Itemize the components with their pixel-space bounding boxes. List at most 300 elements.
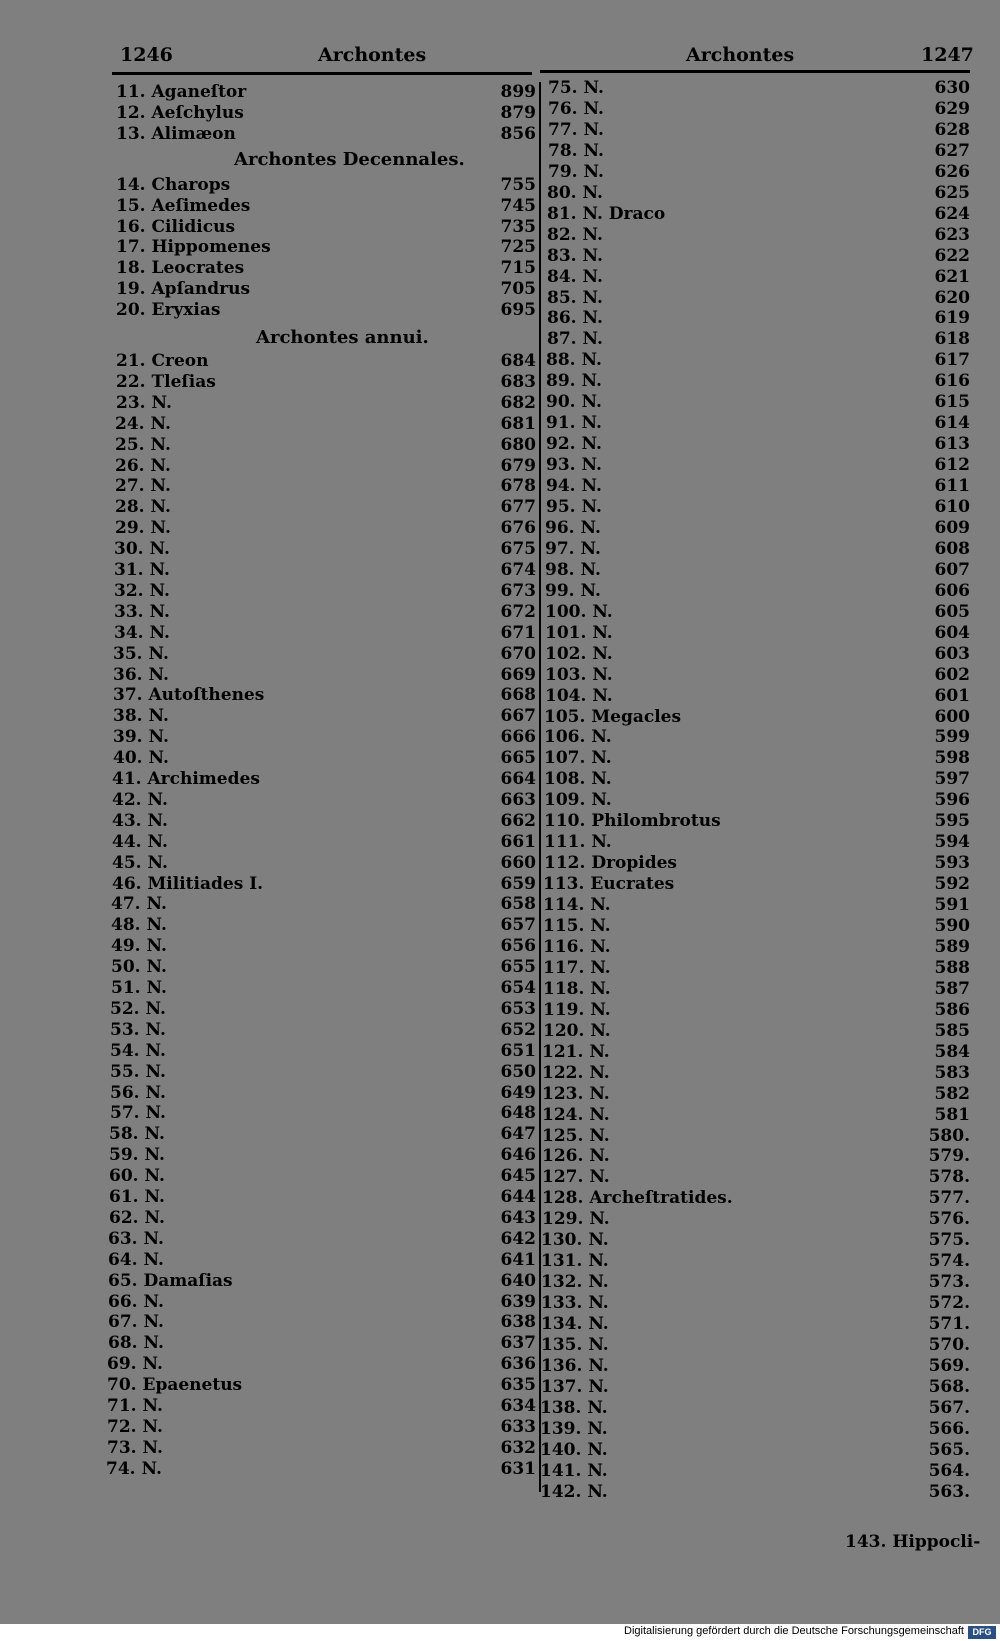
entry-row [545, 581, 970, 602]
archon-name: 136. N. [541, 1355, 609, 1376]
archon-year: 583 [934, 1062, 970, 1083]
entry-row [540, 1398, 970, 1419]
archon-name: 109. N. [544, 790, 612, 811]
section-heading: Archontes Decennales. [234, 148, 465, 170]
entry-row [108, 1229, 536, 1250]
archon-year: 592 [934, 874, 970, 895]
archon-year: 594 [934, 832, 970, 853]
archon-name: 133. N. [541, 1293, 609, 1314]
entry-row [111, 894, 536, 915]
archon-name: 28. N. [115, 497, 171, 518]
archon-name: 83. N. [547, 245, 603, 266]
right-running-title: Archontes [686, 44, 795, 66]
archon-year: 578. [928, 1167, 970, 1188]
entry-row [110, 1062, 536, 1083]
archon-year: 623 [934, 224, 970, 245]
archon-year: 644 [500, 1187, 536, 1207]
entry-row [112, 811, 536, 832]
archon-name: 49. N. [111, 936, 167, 957]
archon-name: 17. Hippomenes [116, 237, 271, 258]
right-column [540, 78, 970, 1518]
archon-year: 585 [934, 1020, 970, 1041]
archon-name: 50. N. [111, 957, 167, 978]
archon-name: 137. N. [541, 1376, 609, 1397]
archon-year: 593 [934, 853, 970, 874]
entry-row [116, 372, 536, 393]
entry-row [115, 476, 536, 497]
archon-name: 105. Megacles [544, 706, 682, 727]
entry-row [544, 790, 970, 811]
entry-row [547, 183, 970, 204]
archon-year: 642 [500, 1228, 536, 1249]
archon-year: 579. [928, 1146, 970, 1167]
archon-name: 25. N. [115, 434, 171, 455]
archon-year: 621 [934, 266, 970, 287]
archon-name: 128. Archeſtratides. [542, 1188, 733, 1209]
archon-name: 118. N. [543, 978, 611, 999]
left-page-number: 1246 [120, 44, 173, 66]
archon-name: 19. Apſandrus [116, 279, 251, 300]
entry-row [547, 288, 970, 309]
entry-row [544, 727, 970, 748]
archon-year: 856 [500, 123, 536, 144]
archon-year: 695 [500, 300, 536, 321]
entry-row [541, 1335, 970, 1356]
archon-year: 640 [500, 1270, 536, 1291]
archon-year: 684 [500, 351, 536, 371]
entry-row [544, 769, 970, 790]
archon-year: 674 [500, 560, 536, 580]
entry-row [543, 937, 970, 958]
archon-year: 591 [934, 895, 970, 916]
archon-name: 141. N. [540, 1460, 608, 1481]
left-running-title: Archontes [318, 44, 427, 66]
section-heading: Archontes annui. [256, 327, 429, 348]
archon-year: 630 [934, 78, 970, 98]
entry-row [545, 518, 970, 539]
entry-row [548, 120, 970, 141]
trailing-catchword: 143. Hippocli- [845, 1532, 981, 1552]
archon-name: 98. N. [545, 559, 601, 580]
entry-row [544, 707, 970, 728]
archon-year: 599 [934, 727, 970, 748]
archon-year: 646 [500, 1145, 536, 1166]
entry-row [547, 204, 970, 225]
entry-row [542, 1188, 970, 1209]
archon-year: 653 [500, 998, 536, 1019]
entry-row [115, 497, 536, 518]
archon-year: 655 [500, 957, 536, 978]
archon-year: 664 [500, 769, 536, 789]
archon-year: 656 [500, 936, 536, 957]
footer-bar [0, 1624, 1000, 1641]
archon-name: 22. Tleſias [116, 371, 216, 392]
entry-row [541, 1314, 970, 1335]
archon-name: 85. N. [547, 287, 603, 308]
entry-row [547, 308, 970, 329]
entry-row [548, 78, 970, 99]
archon-year: 576. [928, 1209, 970, 1230]
archon-name: 45. N. [112, 852, 168, 873]
entry-row [109, 1208, 536, 1229]
entry-row [547, 246, 970, 267]
archon-name: 56. N. [110, 1082, 166, 1103]
entry-row [116, 82, 536, 103]
entry-row [541, 1356, 970, 1377]
entry-row [116, 258, 536, 279]
entry-row [540, 1419, 970, 1440]
archon-name: 94. N. [546, 476, 602, 497]
archon-name: 37. Autoſthenes [113, 685, 265, 706]
archon-year: 635 [500, 1375, 536, 1396]
archon-name: 36. N. [113, 664, 169, 685]
archon-name: 99. N. [545, 580, 601, 601]
archon-year: 565. [928, 1439, 970, 1460]
archon-year: 588 [934, 957, 970, 978]
archon-year: 609 [934, 517, 970, 538]
entry-row [116, 103, 536, 124]
entry-row [544, 853, 970, 874]
entry-row [106, 1459, 536, 1480]
archon-year: 679 [500, 455, 536, 476]
archon-year: 669 [500, 664, 536, 685]
right-page-number: 1247 [921, 44, 974, 66]
archon-year: 598 [934, 748, 970, 769]
entry-row [113, 665, 536, 686]
archon-year: 572. [928, 1293, 970, 1314]
archon-name: 35. N. [113, 643, 169, 664]
entry-row [545, 623, 970, 644]
archon-name: 110. Philombrotus [544, 811, 721, 832]
archon-year: 660 [500, 852, 536, 873]
entry-row [114, 623, 536, 644]
archon-name: 62. N. [109, 1207, 165, 1228]
entry-row [546, 371, 970, 392]
archon-name: 91. N. [546, 413, 602, 434]
entry-row [107, 1438, 536, 1459]
archon-name: 130. N. [541, 1230, 609, 1251]
archon-year: 590 [934, 916, 970, 936]
archon-name: 27. N. [115, 476, 171, 497]
archon-name: 116. N. [543, 936, 611, 957]
archon-name: 79. N. [548, 161, 604, 182]
archon-name: 97. N. [545, 538, 601, 559]
archon-name: 58. N. [109, 1124, 165, 1145]
archon-year: 677 [500, 497, 536, 518]
archon-name: 139. N. [540, 1418, 608, 1439]
entry-row [544, 748, 970, 769]
archon-year: 607 [934, 559, 970, 580]
archon-name: 124. N. [542, 1104, 610, 1125]
archon-year: 638 [500, 1312, 536, 1333]
entry-row [546, 413, 970, 434]
archon-name: 59. N. [109, 1145, 165, 1166]
archon-name: 125. N. [542, 1125, 610, 1146]
archon-year: 587 [934, 978, 970, 999]
archon-name: 78. N. [548, 140, 604, 161]
archon-name: 101. N. [545, 622, 613, 643]
archon-name: 41. Archimedes [112, 769, 260, 789]
archon-name: 14. Charops [116, 174, 231, 195]
archon-year: 755 [500, 174, 536, 195]
archon-name: 68. N. [108, 1333, 164, 1354]
archon-name: 86. N. [547, 308, 603, 329]
archon-name: 60. N. [109, 1166, 165, 1187]
archon-year: 899 [500, 82, 536, 102]
archon-year: 667 [500, 706, 536, 727]
archon-year: 624 [934, 203, 970, 224]
archon-year: 666 [500, 727, 536, 748]
archon-year: 633 [500, 1416, 536, 1437]
archon-year: 567. [928, 1397, 970, 1418]
archon-name: 129. N. [542, 1209, 610, 1230]
archon-year: 614 [934, 413, 970, 434]
archon-year: 654 [500, 978, 536, 998]
entry-row [547, 267, 970, 288]
archon-year: 625 [934, 182, 970, 203]
archon-name: 18. Leocrates [116, 258, 245, 279]
entry-row [112, 790, 536, 811]
entry-row [548, 99, 970, 120]
archon-name: 114. N. [543, 895, 611, 916]
archon-year: 619 [934, 308, 970, 329]
entry-row [541, 1293, 970, 1314]
archon-year: 577. [928, 1188, 970, 1209]
archon-name: 93. N. [546, 455, 602, 476]
archon-name: 113. Eucrates [543, 874, 675, 895]
entry-row [544, 811, 970, 832]
archon-name: 51. N. [111, 978, 167, 998]
entry-row [108, 1312, 536, 1333]
archon-name: 66. N. [108, 1291, 164, 1312]
archon-name: 15. Aeſimedes [116, 195, 251, 216]
entry-row [109, 1187, 536, 1208]
entry-row [108, 1292, 536, 1313]
archon-name: 102. N. [545, 643, 613, 664]
archon-year: 574. [928, 1251, 970, 1272]
archon-year: 634 [500, 1396, 536, 1416]
archon-year: 571. [928, 1314, 970, 1335]
entry-row [542, 1084, 970, 1105]
archon-name: 87. N. [547, 329, 603, 350]
archon-year: 589 [934, 936, 970, 957]
archon-name: 90. N. [546, 392, 602, 413]
archon-name: 142. N. [540, 1481, 608, 1502]
archon-year: 601 [934, 685, 970, 706]
entry-row [108, 1250, 536, 1271]
entry-row [115, 435, 536, 456]
archon-year: 683 [500, 371, 536, 392]
archon-year: 608 [934, 538, 970, 559]
entry-row [112, 769, 536, 790]
entry-row [542, 1146, 970, 1167]
archon-name: 67. N. [108, 1312, 164, 1333]
archon-year: 645 [500, 1166, 536, 1187]
entry-row [112, 832, 536, 853]
archon-year: 735 [500, 216, 536, 237]
archon-name: 107. N. [544, 748, 612, 769]
entry-row [548, 141, 970, 162]
entry-row [116, 393, 536, 414]
archon-name: 24. N. [115, 413, 171, 434]
archon-year: 705 [500, 279, 536, 300]
entry-row [546, 476, 970, 497]
archon-name: 76. N. [548, 98, 604, 119]
archon-name: 31. N. [114, 560, 170, 580]
entry-row [543, 979, 970, 1000]
archon-name: 57. N. [110, 1103, 166, 1124]
archon-year: 647 [500, 1124, 536, 1145]
archon-name: 32. N. [114, 580, 170, 601]
entry-row [546, 455, 970, 476]
entry-row [110, 1020, 536, 1041]
archon-name: 96. N. [545, 517, 601, 538]
archon-name: 55. N. [110, 1061, 166, 1082]
archon-year: 573. [928, 1272, 970, 1293]
entry-row [107, 1396, 536, 1417]
archon-year: 596 [934, 790, 970, 811]
entry-row [543, 874, 970, 895]
archon-year: 650 [500, 1061, 536, 1082]
entry-row [116, 196, 536, 217]
archon-year: 564. [928, 1460, 970, 1481]
archon-year: 626 [934, 161, 970, 182]
entry-row [116, 175, 536, 196]
archon-name: 20. Eryxias [116, 300, 221, 321]
archon-year: 657 [500, 915, 536, 936]
archon-name: 132. N. [541, 1272, 609, 1293]
entry-row [542, 1126, 970, 1147]
archon-name: 11. Aganeſtor [116, 82, 247, 102]
archon-name: 71. N. [107, 1396, 163, 1416]
entry-row [113, 706, 536, 727]
archon-name: 88. N. [546, 350, 602, 371]
entry-row [108, 1333, 536, 1354]
entry-row [111, 957, 536, 978]
archon-name: 112. Dropides [544, 853, 677, 874]
archon-name: 111. N. [544, 832, 612, 853]
archon-year: 651 [500, 1040, 536, 1061]
archon-year: 563. [928, 1481, 970, 1502]
archon-year: 639 [500, 1291, 536, 1312]
archon-name: 122. N. [542, 1062, 610, 1083]
entry-row [546, 434, 970, 455]
dfg-logo: DFG [968, 1626, 996, 1639]
entry-row [113, 727, 536, 748]
entry-row [546, 497, 970, 518]
archon-year: 617 [934, 350, 970, 371]
entry-row [547, 329, 970, 350]
archon-name: 29. N. [115, 518, 171, 539]
archon-name: 38. N. [113, 706, 169, 727]
entry-row [110, 999, 536, 1020]
archon-name: 82. N. [547, 224, 603, 245]
left-column [106, 82, 536, 1522]
entry-row [542, 1209, 970, 1230]
archon-year: 659 [500, 873, 536, 894]
entry-row [114, 560, 536, 581]
entry-row [541, 1377, 970, 1398]
archon-name: 89. N. [546, 371, 602, 392]
entry-row [116, 217, 536, 238]
archon-name: 72. N. [107, 1416, 163, 1437]
entry-row [542, 1105, 970, 1126]
entry-row [540, 1440, 970, 1461]
entry-row [542, 1063, 970, 1084]
archon-year: 681 [500, 413, 536, 434]
archon-name: 120. N. [543, 1020, 611, 1041]
entry-row [114, 581, 536, 602]
archon-name: 63. N. [108, 1228, 164, 1249]
entry-row [542, 1167, 970, 1188]
entry-row [543, 895, 970, 916]
entry-row [546, 350, 970, 371]
entry-row [545, 560, 970, 581]
archon-name: 100. N. [545, 601, 613, 622]
archon-name: 77. N. [548, 119, 604, 140]
archon-year: 668 [500, 685, 536, 706]
archon-name: 108. N. [544, 769, 612, 790]
entry-row [540, 1482, 970, 1503]
entry-row [107, 1375, 536, 1396]
archon-year: 575. [928, 1230, 970, 1251]
archon-name: 64. N. [108, 1249, 164, 1270]
archon-name: 40. N. [113, 748, 169, 769]
archon-name: 39. N. [113, 727, 169, 748]
archon-year: 584 [934, 1041, 970, 1062]
entry-row [542, 1042, 970, 1063]
archon-name: 12. Aeſchylus [116, 102, 244, 123]
archon-year: 631 [500, 1458, 536, 1479]
entry-row [112, 853, 536, 874]
archon-name: 117. N. [543, 957, 611, 978]
archon-year: 661 [500, 831, 536, 852]
archon-name: 44. N. [112, 831, 168, 852]
archon-year: 879 [500, 102, 536, 123]
entry-row [107, 1354, 536, 1375]
archon-year: 627 [934, 140, 970, 161]
archon-year: 569. [928, 1355, 970, 1376]
archon-name: 16. Cilidicus [116, 216, 236, 237]
archon-name: 54. N. [110, 1040, 166, 1061]
archon-name: 135. N. [541, 1335, 609, 1355]
archon-name: 33. N. [114, 601, 170, 622]
archon-year: 602 [934, 664, 970, 685]
archon-year: 570. [928, 1335, 970, 1355]
archon-name: 26. N. [115, 455, 171, 476]
entry-row [545, 665, 970, 686]
archon-year: 611 [934, 476, 970, 497]
entry-row [546, 392, 970, 413]
archon-year: 636 [500, 1354, 536, 1375]
archon-name: 131. N. [541, 1251, 609, 1272]
entry-row [115, 456, 536, 477]
archon-name: 106. N. [544, 727, 612, 748]
archon-name: 140. N. [540, 1439, 608, 1460]
archon-name: 134. N. [541, 1314, 609, 1335]
entry-row [543, 1000, 970, 1021]
archon-year: 658 [500, 894, 536, 915]
archon-name: 81. N. Draco [547, 203, 666, 224]
archon-name: 61. N. [109, 1187, 165, 1207]
archon-name: 123. N. [542, 1083, 610, 1104]
archon-year: 595 [934, 811, 970, 832]
archon-name: 69. N. [107, 1354, 163, 1375]
entry-row [111, 978, 536, 999]
right-header-rule [540, 70, 970, 73]
archon-year: 676 [500, 518, 536, 539]
entry-row [545, 644, 970, 665]
